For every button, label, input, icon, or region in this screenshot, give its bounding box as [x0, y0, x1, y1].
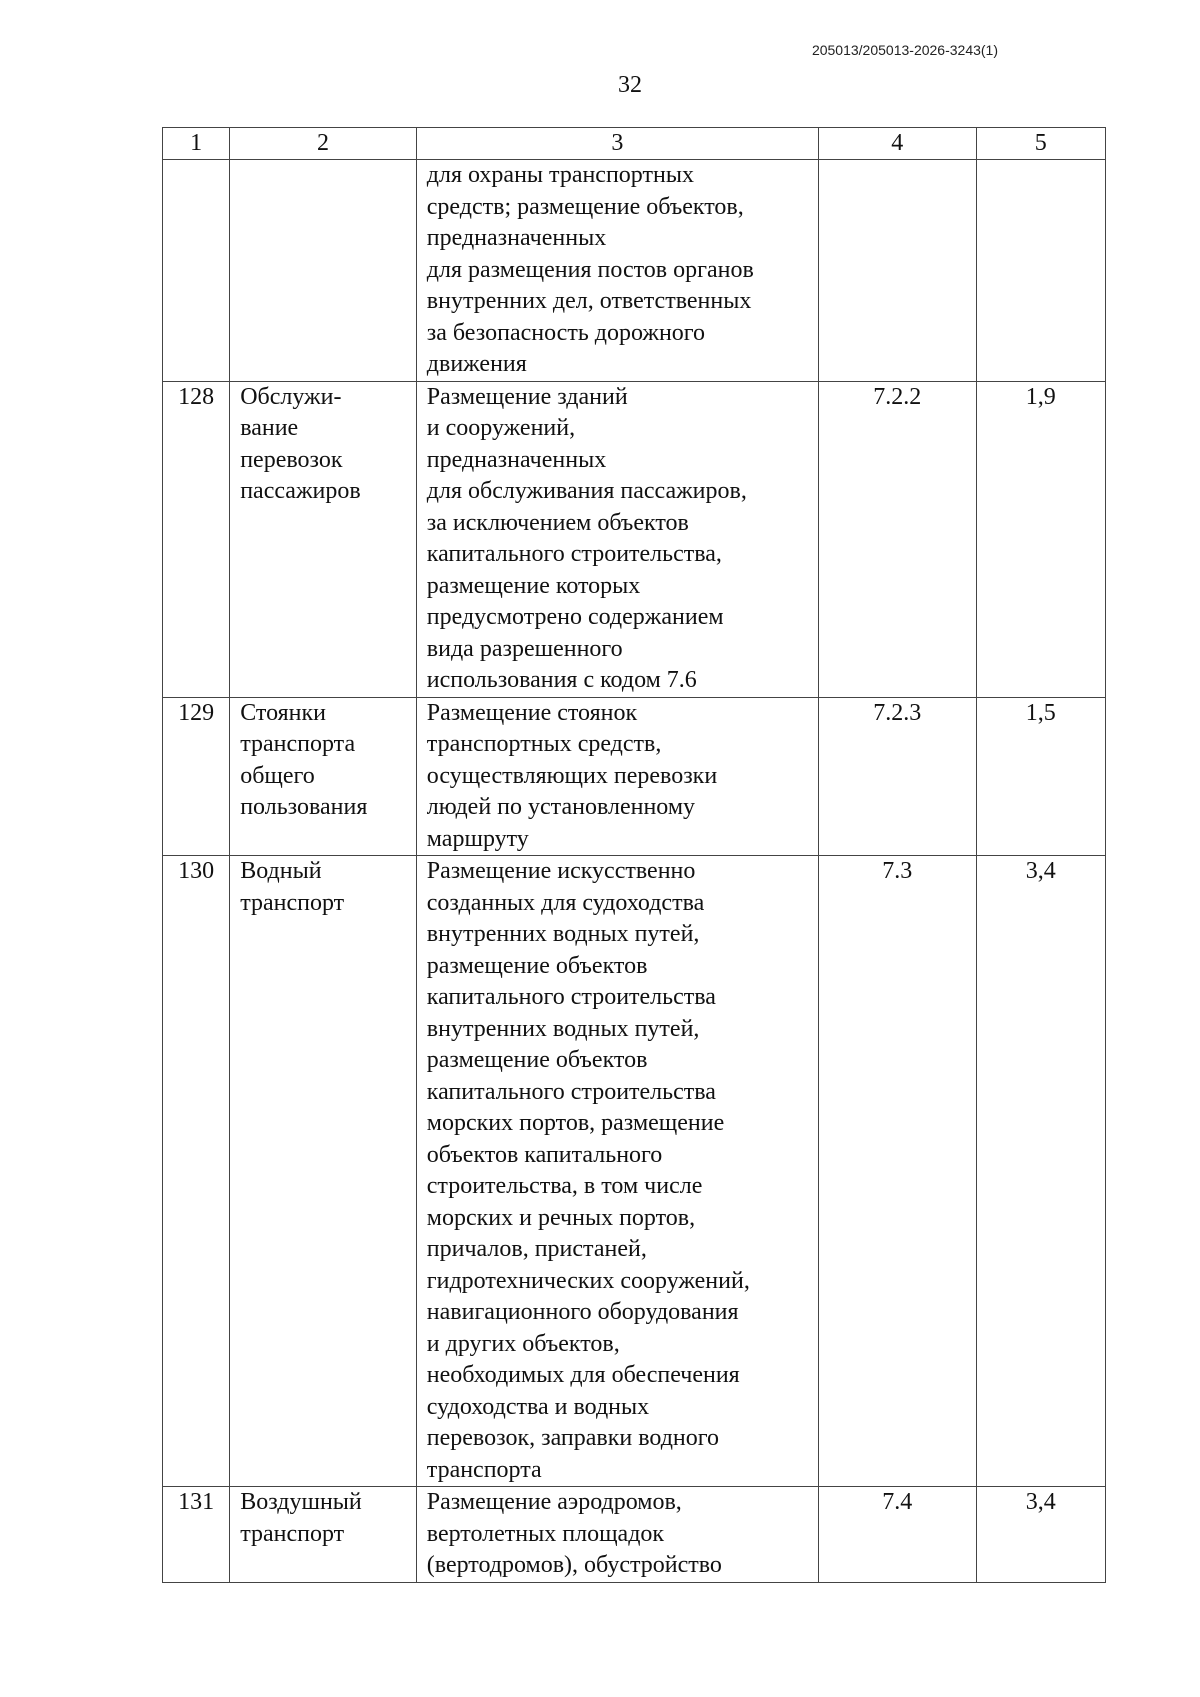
page-number: 32 [618, 72, 642, 98]
use-description-line: Размещение стоянок [426, 699, 638, 726]
coefficient-cell [976, 160, 1105, 382]
coefficient-cell: 3,4 [976, 1487, 1105, 1583]
use-type-name-cell [230, 381, 417, 697]
use-description-line: Размещение зданий [426, 383, 628, 410]
use-type-name-line: транспорт [240, 889, 345, 916]
use-description-line: морских портов, размещение [426, 1110, 725, 1136]
use-type-name-line: общего [240, 762, 315, 789]
use-description-line: Размещение искусственно [426, 858, 696, 884]
use-description-cell [416, 1487, 818, 1583]
use-description-line: осуществляющих перевозки [426, 762, 718, 789]
use-description-line: за безопасность дорожного [426, 319, 706, 346]
classifier-code-cell: 7.4 [819, 1487, 977, 1583]
use-description-line: для размещения постов органов [426, 256, 754, 283]
land-use-table [162, 127, 1106, 1583]
column-header-5: 5 [976, 128, 1105, 160]
use-description-line: предусмотрено содержанием [426, 604, 724, 630]
use-type-name-line: транспорт [240, 1520, 345, 1547]
use-type-name-line: пассажиров [240, 478, 361, 504]
use-description-line: капитального строительства [426, 1078, 716, 1105]
use-description-line: размещение которых [426, 572, 641, 599]
document-id: 205013/205013-2026-3243(1) [811, 42, 998, 58]
use-description-line: для обслуживания пассажиров, [426, 478, 747, 504]
use-description-line: внутренних дел, ответственных [426, 288, 752, 314]
use-description-line: размещение объектов [426, 1047, 648, 1073]
use-description-line: и сооружений, [426, 415, 576, 441]
use-description-line: движения [426, 351, 527, 377]
use-description-line: вида разрешенного [426, 635, 623, 662]
use-description-line: предназначенных [426, 446, 607, 473]
column-header-1: 1 [163, 128, 230, 160]
coefficient-cell: 1,5 [976, 697, 1105, 856]
use-type-name-line: Водный [240, 858, 322, 884]
use-description-line: навигационного оборудования [426, 1299, 739, 1325]
use-type-name-cell [230, 697, 417, 856]
classifier-code-cell: 7.2.2 [819, 381, 977, 697]
use-description-line: Размещение аэродромов, [426, 1489, 682, 1515]
use-type-name-cell [230, 856, 417, 1487]
use-description-line: и других объектов, [426, 1330, 620, 1357]
use-description-line: предназначенных [426, 225, 607, 251]
use-description-line: судоходства и водных [426, 1393, 650, 1420]
row-number-cell: 128 [163, 381, 230, 697]
column-header-4: 4 [819, 128, 977, 160]
table-row [163, 1487, 1106, 1583]
use-type-name-line: Стоянки [240, 699, 326, 726]
use-description-line: использования с кодом 7.6 [426, 667, 697, 693]
classifier-code-cell: 7.3 [819, 856, 977, 1487]
row-number-cell: 131 [163, 1487, 230, 1583]
table-row [163, 160, 1106, 382]
use-description-line: созданных для судоходства [426, 889, 705, 916]
classifier-code-cell [819, 160, 977, 382]
use-description-line: капитального строительства, [426, 541, 722, 567]
use-description-line: строительства, в том числе [426, 1173, 703, 1199]
classifier-code-cell: 7.2.3 [819, 697, 977, 856]
use-description-line: маршруту [426, 825, 529, 852]
use-type-name-line: перевозок [240, 446, 343, 473]
use-type-name-line: вание [240, 415, 299, 441]
use-type-name-cell [230, 160, 417, 382]
use-description-line: вертолетных площадок [426, 1520, 665, 1547]
use-description-line: внутренних водных путей, [426, 921, 700, 947]
row-number-cell [163, 160, 230, 382]
use-description-cell [416, 856, 818, 1487]
use-description-line: (вертодромов), обустройство [426, 1552, 722, 1578]
use-description-line: людей по установленному [426, 794, 696, 820]
row-number-cell: 130 [163, 856, 230, 1487]
use-type-name-line: Воздушный [240, 1489, 362, 1515]
use-description-line: причалов, пристаней, [426, 1236, 647, 1262]
use-description-line: транспорта [426, 1456, 542, 1483]
use-description-line: перевозок, заправки водного [426, 1425, 720, 1451]
use-description-cell [416, 697, 818, 856]
use-description-line: внутренних водных путей, [426, 1015, 700, 1042]
use-description-line: для охраны транспортных [426, 162, 694, 188]
column-header-2: 2 [230, 128, 417, 160]
use-type-name-line: транспорта [240, 731, 356, 757]
use-description-cell [416, 160, 818, 382]
coefficient-cell: 3,4 [976, 856, 1105, 1487]
table-row [163, 697, 1106, 856]
use-description-line: средств; размещение объектов, [426, 193, 744, 220]
use-description-cell [416, 381, 818, 697]
use-type-name-line: пользования [240, 794, 368, 820]
table-row [163, 381, 1106, 697]
use-description-line: за исключением объектов [426, 509, 689, 536]
column-header-3: 3 [416, 128, 818, 160]
table-row [163, 856, 1106, 1487]
use-type-name-cell [230, 1487, 417, 1583]
use-description-line: гидротехнических сооружений, [426, 1267, 750, 1294]
use-description-line: объектов капитального [426, 1141, 663, 1168]
use-description-line: транспортных средств, [426, 731, 662, 757]
use-description-line: размещение объектов [426, 952, 648, 979]
use-description-line: капитального строительства [426, 984, 716, 1010]
table-header-row [163, 128, 1106, 160]
row-number-cell: 129 [163, 697, 230, 856]
coefficient-cell: 1,9 [976, 381, 1105, 697]
use-description-line: морских и речных портов, [426, 1204, 696, 1231]
use-type-name-line: Обслужи- [240, 383, 342, 410]
use-description-line: необходимых для обеспечения [426, 1362, 740, 1388]
